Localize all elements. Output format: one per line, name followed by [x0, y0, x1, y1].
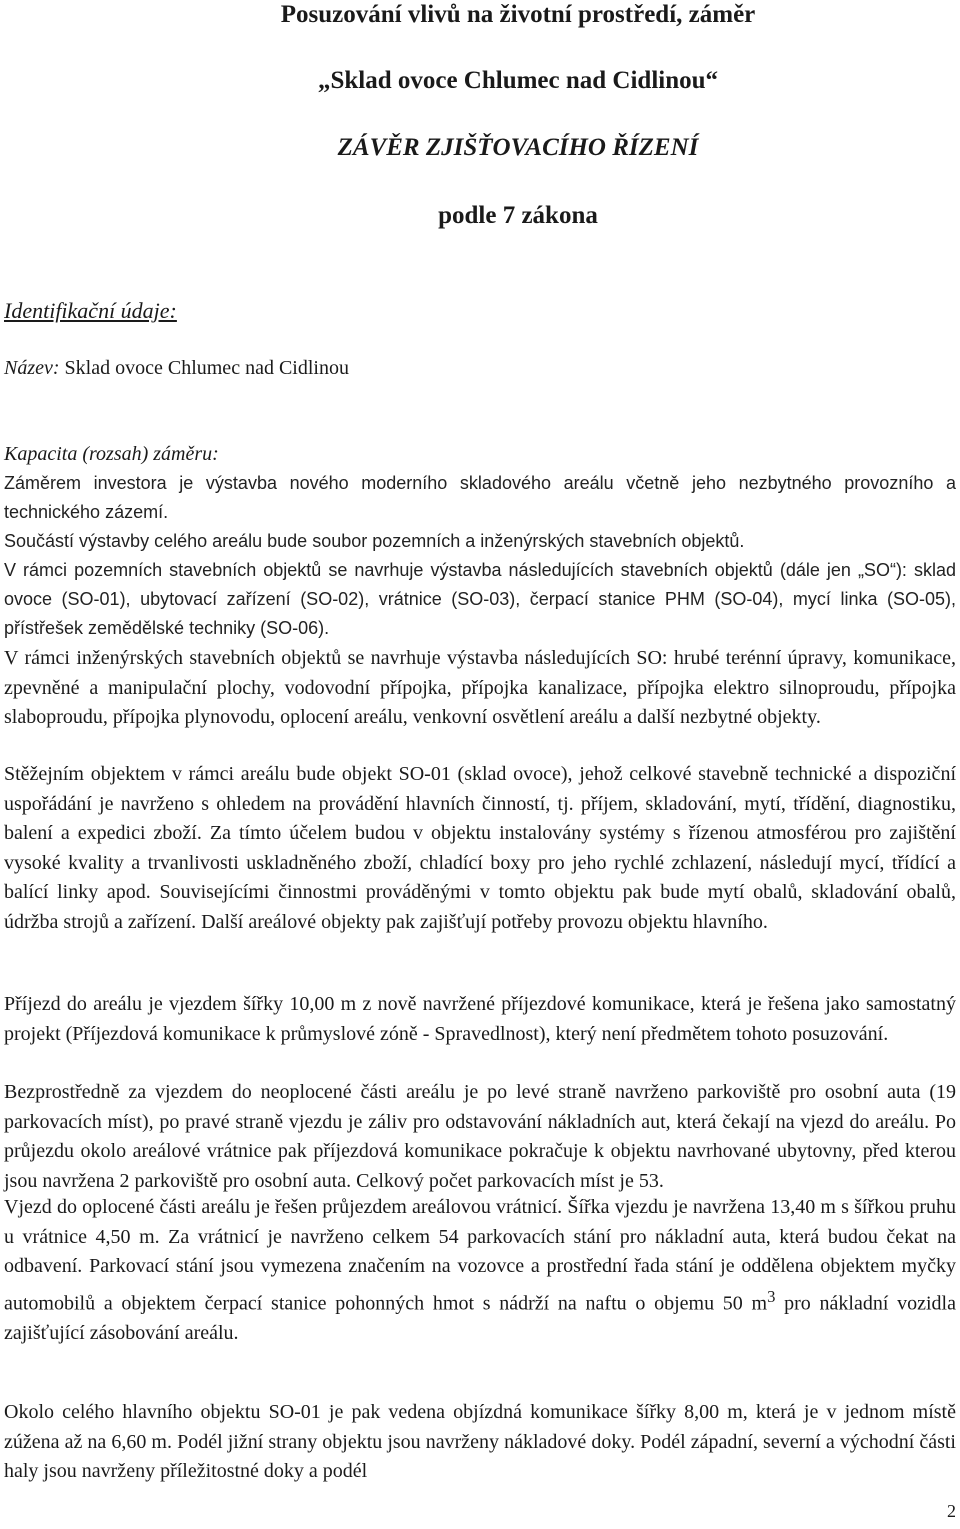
identification-heading: Identifikační údaje:: [4, 298, 177, 323]
law-reference-heading: podle 7 zákona: [438, 202, 598, 229]
name-value: Sklad ovoce Chlumec nad Cidlinou: [59, 357, 349, 379]
project-name-title: „Sklad ovoce Chlumec nad Cidlinou“: [317, 67, 719, 94]
paragraph-fenced-entry-end: pro nákladní vozidla zajišťující zásobování areálu.: [4, 1292, 956, 1344]
paragraph-fenced-entry: [4, 1193, 956, 1348]
paragraph-parking: Bezprostředně za vjezdem do neoplocené části areálu je po levé straně navrženo parkoviště pro osobní auta (19 parkovacích míst), po pravé straně vjezdu je záliv pro odstavování nákladních aut, která čekají na vjezd do areálu. Po průjezdu okolo areálové vrátnice pak příjezdová komunikace pokračuje k objektu navrhované ubytovny, před kterou jsou navržena 2 parkoviště pro osobní auta. Celkový počet parkovacích míst je 53.: [4, 1081, 956, 1192]
paragraph-access: Příjezd do areálu je vjezdem šířky 10,00 m z nově navržené příjezdové komunikace, která je řešena jako samostatný projekt (Příjezdová komunikace k průmyslové zóně - Spravedlnost), který není předmětem tohoto posuzování.: [4, 993, 956, 1045]
page-number: 2: [947, 1501, 956, 1521]
paragraph-main-object: Stěžejním objektem v rámci areálu bude objekt SO-01 (sklad ovoce), jehož celkové stavebně technické a dispoziční uspořádání je navrženo s ohledem na provádění hlavních činností, tj. příjem, skladování, mytí, třídění, diagnostiku, balení a expedici zboží. Za tímto účelem budou v objektu instalovány systémy s řízenou atmosférou pro zajištění vysoké kvality a trvanlivosti uskladněného zboží, chladící boxy pro jeho rychlé zchlazení, následují mycí, třídící a balící linky apod. Souvisejícími činnostmi prováděnými v tomto objektu pak bude mytí obalů, skladování obalů, údržba strojů a zařízení. Další areálové objekty pak zajišťují potřeby provozu objektu hlavního.: [4, 763, 956, 933]
project-name-line: [4, 354, 349, 382]
paragraph-engineering-objects: V rámci inženýrských stavebních objektů se navrhuje výstavba následujících SO: hrubé terénní úpravy, komunikace, zpevněné a manipulační plochy, vodovodní přípojka, přípojka kanalizace, přípojka elektro silnoproudu, přípojka slaboproudu, přípojka plynovodu, oplocení areálu, venkovní osvětlení areálu a další nezbytné objekty.: [4, 647, 956, 728]
name-label: Název:: [4, 357, 60, 379]
cubic-superscript: 3: [767, 1286, 776, 1306]
paragraph-intent: Záměrem investora je výstavba nového moderního skladového areálu včetně jeho nezbytného provozního a technického zázemí.: [4, 473, 956, 522]
paragraph-building-objects: V rámci pozemních stavebních objektů se navrhuje výstavba následujících stavebních objektů (dále jen „SO“): sklad ovoce (SO-01), ubytovací zařízení (SO-02), vrátnice (SO-03), čerpací stanice PHM (SO-04), mycí linka (SO-05), přístřešek zemědělské techniky (SO-06).: [4, 560, 956, 638]
capacity-heading: Kapacita (rozsah) záměru:: [4, 443, 219, 465]
paragraph-components: Součástí výstavby celého areálu bude soubor pozemních a inženýrských stavebních objektů.: [4, 531, 745, 551]
document-title: Posuzování vlivů na životní prostředí, záměr: [280, 1, 756, 28]
paragraph-ring-road: Okolo celého hlavního objektu SO-01 je pak vedena objízdná komunikace šířky 8,00 m, která je v jednom místě zúžena až na 6,60 m. Podél jižní strany objektu jsou navrženy nákladové doky. Podél západní, severní a východní části haly jsou navrženy příležitostné doky a podél: [4, 1401, 956, 1482]
paragraph-fenced-entry-text: Vjezd do oplocené části areálu je řešen průjezdem areálovou vrátnicí. Šířka vjezdu je navržena 13,40 m s šířkou pruhu u vrátnice 4,50 m. Za vrátnicí je navrženo celkem 54 parkovacích stání pro nákladní auta, která budou čekat na odbavení. Parkovací stání jsou vymezena značením na vozovce a prostřední řada stání je oddělena objektem myčky automobilů a objektem čerpací stanice pohonných hmot s nádrží na naftu o objemu 50 m: [4, 1196, 956, 1315]
conclusion-heading: ZÁVĚR ZJIŠŤOVACÍHO ŘÍZENÍ: [337, 134, 699, 161]
